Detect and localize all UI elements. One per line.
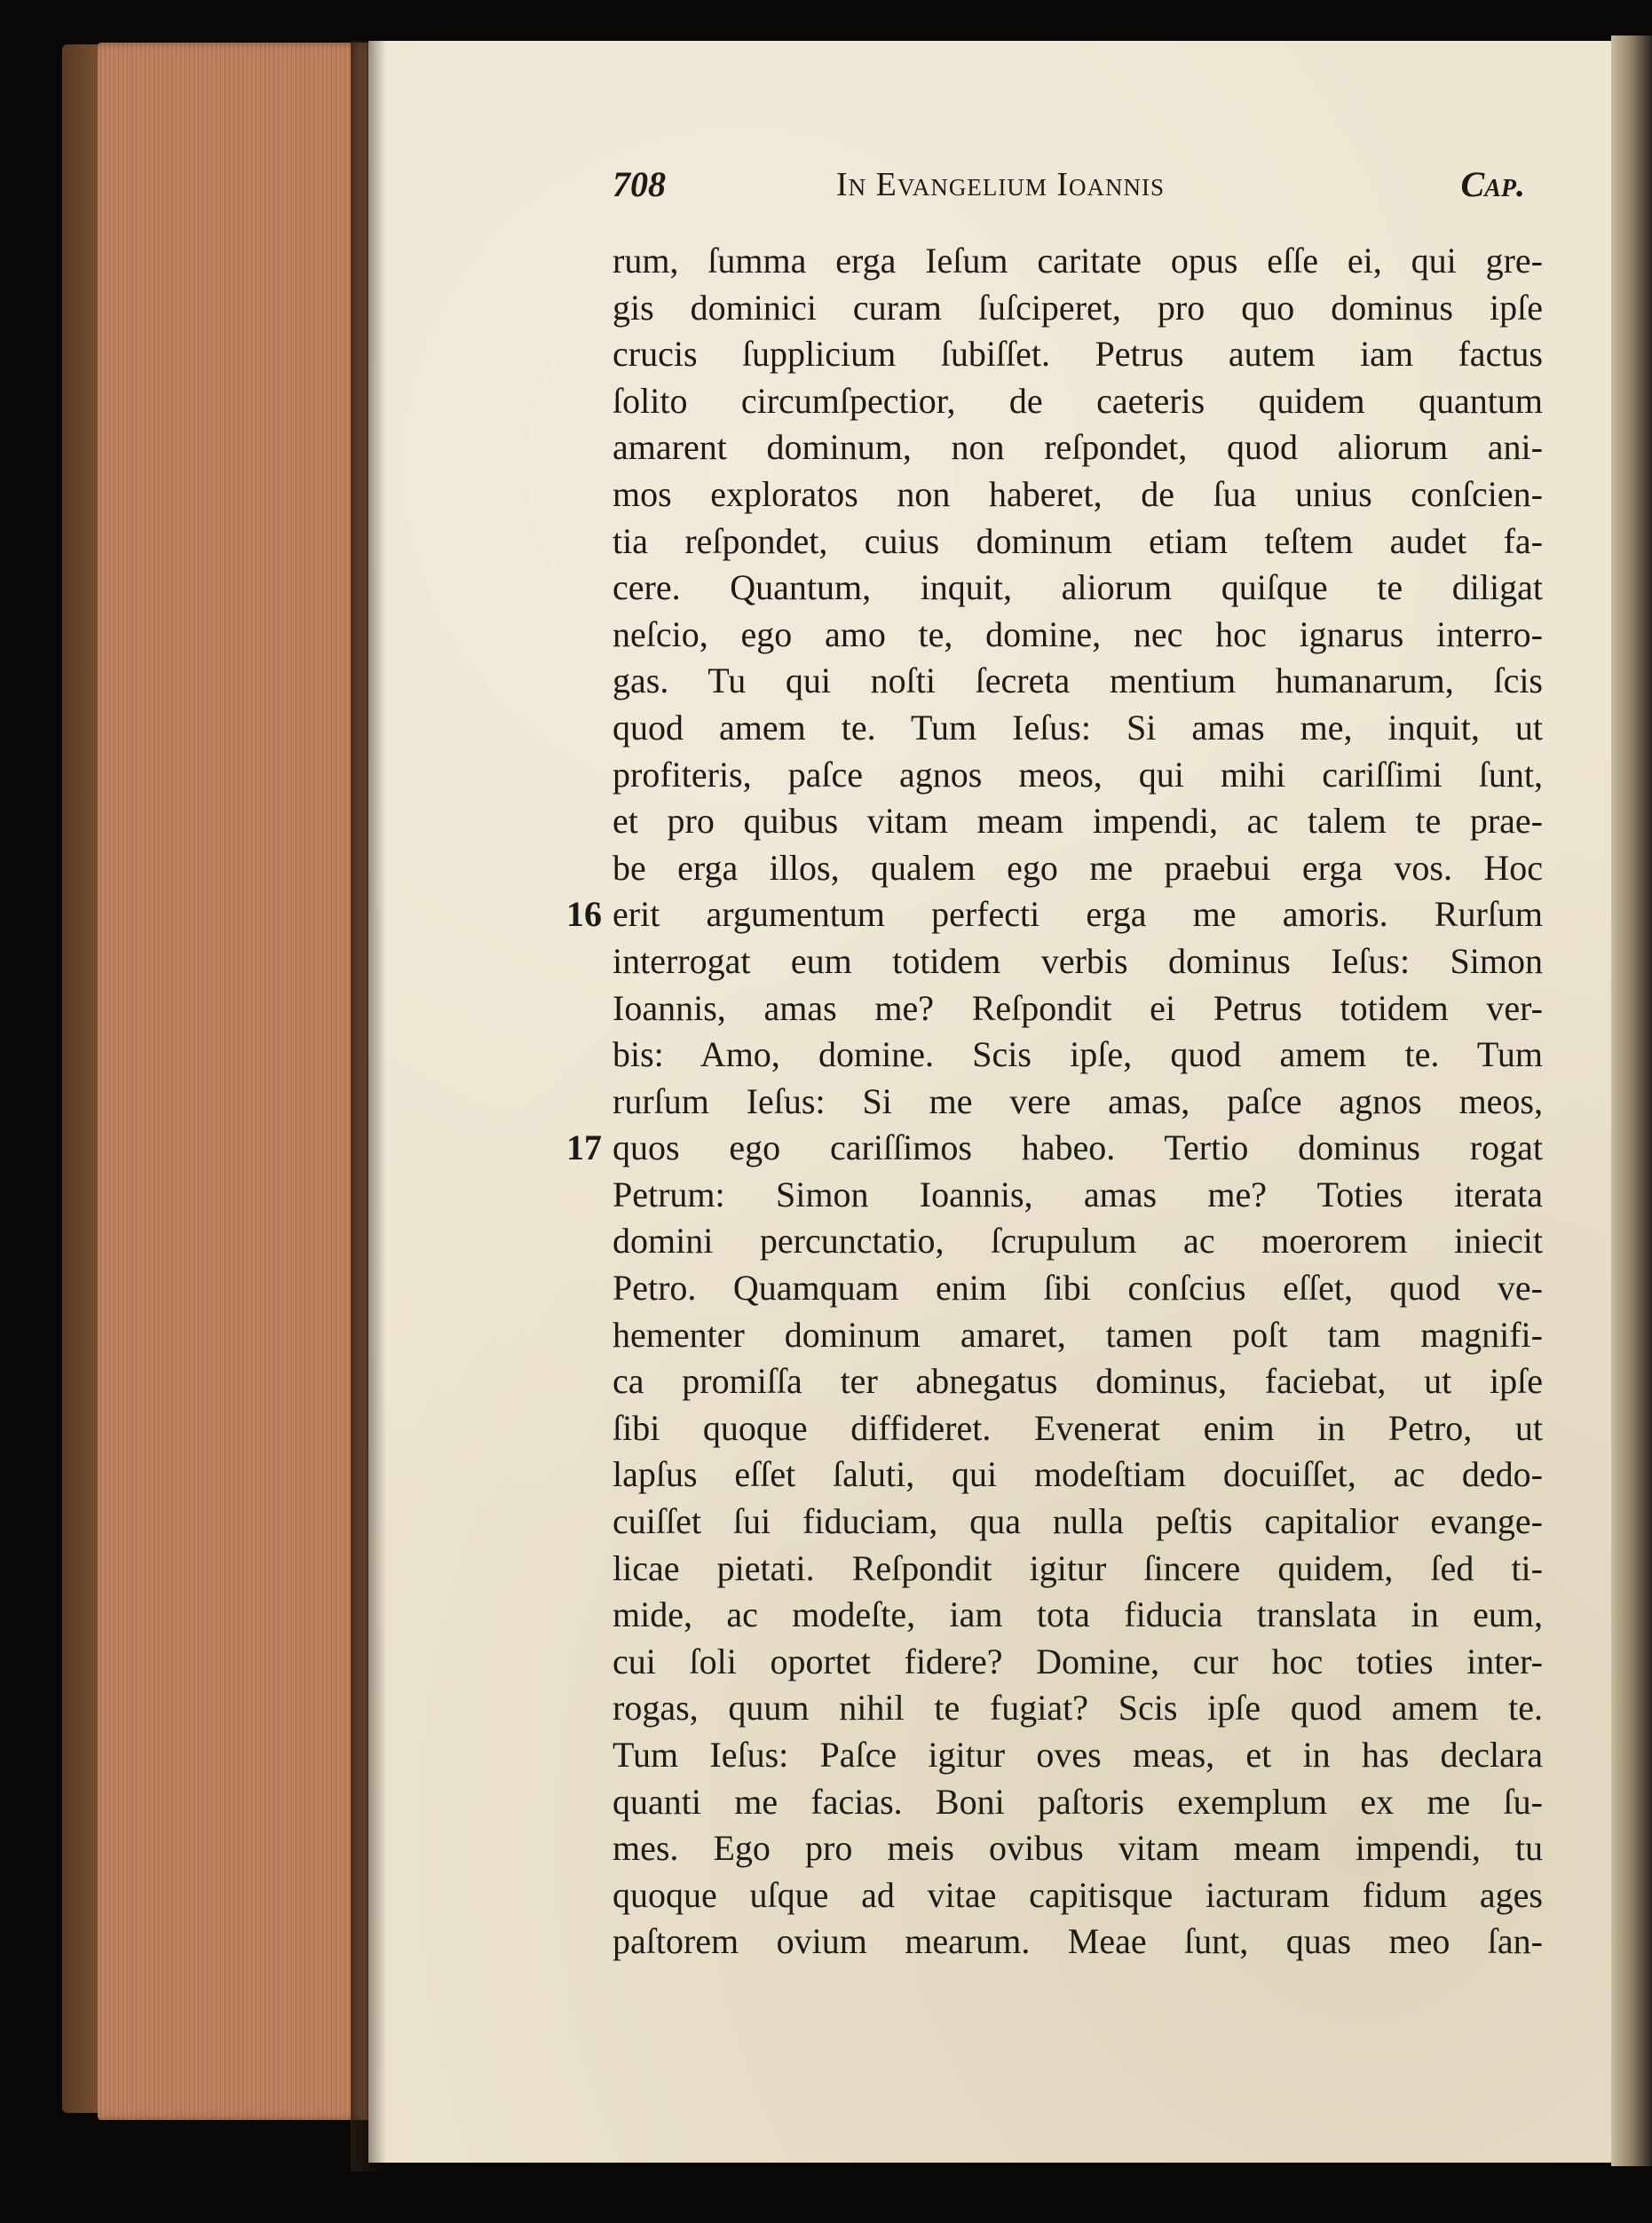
text-line	[613, 1032, 1543, 1079]
text-line	[613, 1358, 1543, 1405]
gutter-shadow	[351, 41, 386, 2172]
line-text: gas. Tu qui noſti ſecreta mentium humanarum, ſcis	[613, 661, 1543, 701]
text-line	[613, 424, 1543, 471]
line-text: Tum Ieſus: Paſce igitur oves meas, et in has declara	[613, 1735, 1543, 1775]
line-text: gis dominici curam ſuſciperet, pro quo dominus ipſe	[613, 287, 1543, 328]
body-text	[566, 238, 1543, 1966]
text-line	[613, 1779, 1543, 1826]
line-text: quod amem te. Tum Ieſus: Si amas me, inquit, ut	[613, 707, 1543, 748]
line-text: erit argumentum perfecti erga me amoris. Rurſum	[613, 894, 1543, 935]
text-line	[613, 658, 1543, 705]
text-line	[613, 1499, 1543, 1546]
line-text: paſtorem ovium mearum. Meae ſunt, quas meo ſan-	[613, 1921, 1543, 1962]
text-line	[613, 1732, 1543, 1779]
text-line	[613, 1685, 1543, 1732]
line-text: cui ſoli oportet fidere? Domine, cur hoc toties inter-	[613, 1641, 1543, 1681]
line-text: Petrum: Simon Ioannis, amas me? Toties iterata	[613, 1174, 1543, 1214]
text-line	[613, 378, 1543, 425]
text-line	[613, 845, 1543, 892]
text-line	[613, 1079, 1543, 1126]
line-text: quanti me facias. Boni paſtoris exemplum ex me ſu-	[613, 1781, 1543, 1822]
text-line	[613, 1405, 1543, 1452]
text-line	[613, 938, 1543, 985]
text-line	[613, 1172, 1543, 1219]
line-text: ſolito circumſpectior, de caeteris quidem quantum	[613, 380, 1543, 421]
line-text: profiteris, paſce agnos meos, qui mihi cariſſimi ſunt,	[613, 754, 1543, 795]
line-text: neſcio, ego amo te, domine, nec hoc ignarus interro-	[613, 613, 1543, 654]
line-text: mos exploratos non haberet, de ſua unius conſcien-	[613, 473, 1543, 514]
line-text: Ioannis, amas me? Reſpondit ei Petrus totidem ver-	[613, 987, 1543, 1028]
text-line	[613, 705, 1543, 752]
line-text: rum, ſumma erga Ieſum caritate opus eſſe ei, qui gre-	[613, 241, 1543, 281]
line-text: tia reſpondet, cuius dominum etiam teſtem audet fa-	[613, 520, 1543, 561]
text-line	[613, 285, 1543, 332]
line-text: amarent dominum, non reſpondet, quod aliorum ani-	[613, 427, 1543, 468]
text-line	[613, 238, 1543, 285]
text-line	[566, 1125, 1543, 1172]
line-text: mide, ac modeſte, iam tota fiducia translata in eum,	[613, 1594, 1543, 1635]
text-line	[613, 518, 1543, 566]
line-text: quos ego cariſſimos habeo. Tertio dominus rogat	[613, 1127, 1543, 1168]
text-line	[613, 1265, 1543, 1312]
line-text: be erga illos, qualem ego me praebui erga vos. Hoc	[613, 847, 1543, 888]
text-line	[566, 891, 1543, 938]
line-text: ca promiſſa ter abnegatus dominus, faciebat, ut ipſe	[613, 1361, 1543, 1402]
text-line	[613, 1312, 1543, 1359]
verse-number: 17	[566, 1127, 602, 1168]
text-line	[613, 331, 1543, 378]
facing-page-edge	[1611, 36, 1652, 2166]
line-text: crucis ſupplicium ſubiſſet. Petrus autem iam factus	[613, 334, 1543, 375]
text-line	[613, 471, 1543, 518]
verse-number: 16	[566, 894, 602, 935]
line-text: licae pietati. Reſpondit igitur ſincere quidem, ſed ti-	[613, 1547, 1543, 1588]
text-line	[613, 1825, 1543, 1872]
line-text: interrogat eum totidem verbis dominus Ieſus: Simon	[613, 940, 1543, 981]
line-text: et pro quibus vitam meam impendi, ac talem te prae-	[613, 801, 1543, 842]
text-line	[613, 798, 1543, 845]
line-text: rurſum Ieſus: Si me vere amas, paſce agnos meos,	[613, 1080, 1543, 1121]
line-text: bis: Amo, domine. Scis ipſe, quod amem te. Tum	[613, 1034, 1543, 1075]
running-title: In Evangelium Ioannis	[836, 166, 1166, 203]
text-line	[613, 1546, 1543, 1593]
text-line	[613, 1452, 1543, 1499]
line-text: hementer dominum amaret, tamen poſt tam magnifi-	[613, 1314, 1543, 1355]
line-text: mes. Ego pro meis ovibus vitam meam impendi, tu	[613, 1828, 1543, 1869]
page-header	[613, 163, 1545, 208]
line-text: cuiſſet ſui fiduciam, qua nulla peſtis capitalior evange-	[613, 1501, 1543, 1542]
line-text: domini percunctatio, ſcrupulum ac moerorem iniecit	[613, 1221, 1543, 1262]
text-line	[613, 612, 1543, 659]
line-text: ſibi quoque diffideret. Evenerat enim in Petro, ut	[613, 1407, 1543, 1448]
text-line	[613, 1592, 1543, 1639]
line-text: rogas, quum nihil te fugiat? Scis ipſe quod amem te.	[613, 1688, 1543, 1729]
text-line	[613, 1218, 1543, 1265]
text-line	[613, 565, 1543, 612]
page-number: 708	[613, 164, 666, 204]
line-text: lapſus eſſet ſaluti, qui modeſtiam docuiſſet, ac dedo-	[613, 1454, 1543, 1495]
line-text: quoque uſque ad vitae capitisque iacturam fidum ages	[613, 1874, 1543, 1915]
text-line	[613, 1872, 1543, 1919]
line-text: Petro. Quamquam enim ſibi conſcius eſſet, quod ve-	[613, 1268, 1543, 1309]
text-line	[613, 1918, 1543, 1966]
chapter-label: Cap.	[1460, 164, 1525, 204]
line-text: cere. Quantum, inquit, aliorum quiſque te diligat	[613, 567, 1543, 608]
text-line	[613, 1639, 1543, 1686]
text-line	[613, 752, 1543, 799]
page-edges	[98, 43, 368, 2120]
text-line	[613, 985, 1543, 1032]
